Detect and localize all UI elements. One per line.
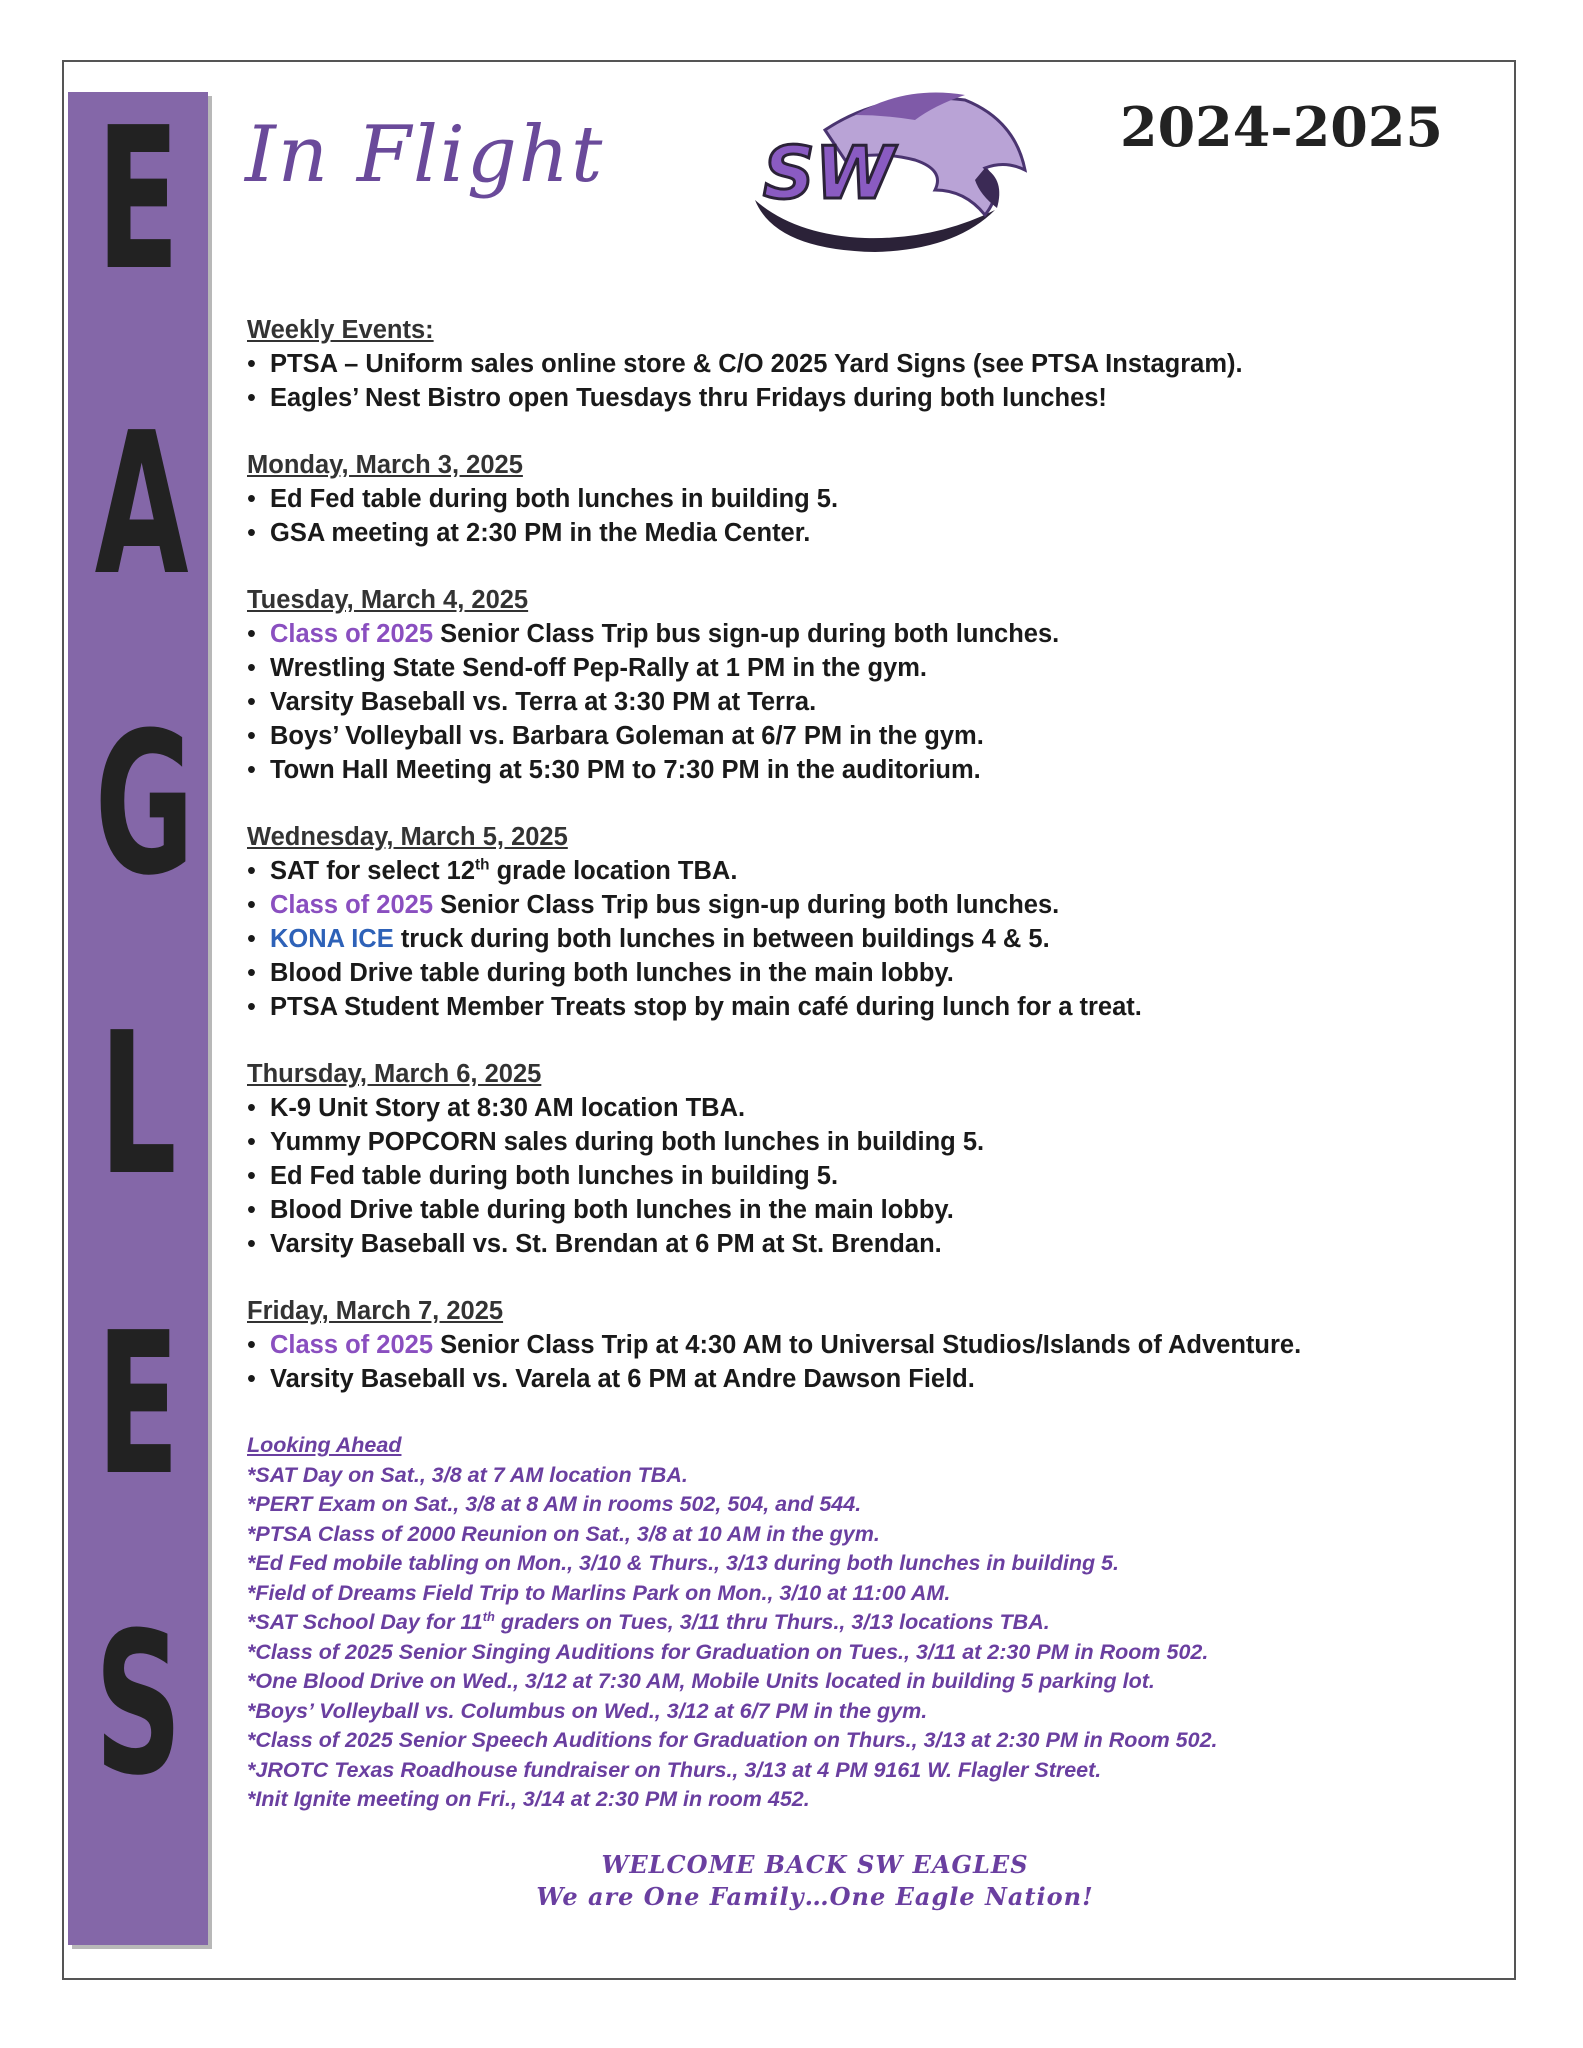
- section-friday: [247, 1294, 1487, 1396]
- section-heading: Wednesday, March 5, 2025: [247, 823, 568, 851]
- list-item: • Ed Fed table during both lunches in building 5.: [247, 482, 1487, 516]
- ahead-item: *Class of 2025 Senior Singing Auditions for Graduation on Tues., 3/11 at 2:30 PM in Room 502.: [247, 1639, 1209, 1664]
- section-thursday: [247, 1057, 1487, 1261]
- list-item: • Blood Drive table during both lunches in the main lobby.: [247, 1193, 1487, 1227]
- welcome-footer: [440, 1849, 1190, 1913]
- ahead-item: *JROTC Texas Roadhouse fundraiser on Thurs., 3/13 at 4 PM 9161 W. Flagler Street.: [247, 1757, 1102, 1782]
- eagles-sidebar: [68, 86, 208, 1945]
- ahead-item: *SAT Day on Sat., 3/8 at 7 AM location TBA.: [247, 1462, 688, 1487]
- welcome-line: WELCOME BACK SW EAGLES: [601, 1850, 1029, 1879]
- ahead-item: *Boys’ Volleyball vs. Columbus on Wed., 3/12 at 6/7 PM in the gym.: [247, 1698, 928, 1723]
- sidebar-letter: G: [94, 691, 195, 919]
- ahead-item: *Field of Dreams Field Trip to Marlins Park on Mon., 3/10 at 11:00 AM.: [247, 1580, 951, 1605]
- list-item: • Varsity Baseball vs. St. Brendan at 6 PM at St. Brendan.: [247, 1227, 1487, 1261]
- list-item: • Wrestling State Send-off Pep-Rally at 1 PM in the gym.: [247, 651, 1487, 685]
- mascot-initials: SW: [763, 131, 895, 215]
- sidebar-letter: A: [94, 391, 189, 619]
- sidebar-letter: S: [94, 1591, 183, 1819]
- class-highlight: Class of 2025: [270, 620, 434, 648]
- list-item: • Eagles’ Nest Bistro open Tuesdays thru Fridays during both lunches!: [247, 381, 1487, 415]
- list-item: • Class of 2025 Senior Class Trip at 4:30 AM to Universal Studios/Islands of Adventure.: [247, 1328, 1487, 1362]
- list-item: • SAT for select 12th grade location TBA.: [247, 854, 1487, 888]
- sidebar-letter: E: [96, 86, 180, 314]
- sidebar-letter: E: [96, 1291, 180, 1519]
- sidebar-letter: L: [99, 991, 177, 1219]
- ahead-item: *SAT School Day for 11th graders on Tues, 3/11 thru Thurs., 3/13 locations TBA.: [247, 1608, 1050, 1634]
- section-wednesday: [247, 820, 1487, 1024]
- list-item: • Varsity Baseball vs. Terra at 3:30 PM at Terra.: [247, 685, 1487, 719]
- ahead-item: *PTSA Class of 2000 Reunion on Sat., 3/8 at 10 AM in the gym.: [247, 1521, 880, 1546]
- list-item: • Ed Fed table during both lunches in building 5.: [247, 1159, 1487, 1193]
- ahead-item: *Init Ignite meeting on Fri., 3/14 at 2:30 PM in room 452.: [247, 1787, 810, 1811]
- school-year: 2024-2025: [1120, 95, 1443, 159]
- in-flight-logo: In Flight: [245, 110, 605, 200]
- list-item: • Yummy POPCORN sales during both lunches in building 5.: [247, 1125, 1487, 1159]
- section-heading: Monday, March 3, 2025: [247, 451, 523, 479]
- list-item: • PTSA – Uniform sales online store & C/O 2025 Yard Signs (see PTSA Instagram).: [247, 347, 1487, 381]
- section-tuesday: [247, 583, 1487, 787]
- list-item: • Blood Drive table during both lunches in the main lobby.: [247, 956, 1487, 990]
- section-heading: Tuesday, March 4, 2025: [247, 586, 529, 614]
- ahead-item: *Class of 2025 Senior Speech Auditions for Graduation on Thurs., 3/13 at 2:30 PM in Room 502.: [247, 1728, 1218, 1752]
- ahead-item: *One Blood Drive on Wed., 3/12 at 7:30 AM, Mobile Units located in building 5 parking lot.: [247, 1669, 1155, 1693]
- ahead-item: *Ed Fed mobile tabling on Mon., 3/10 & Thurs., 3/13 during both lunches in building 5.: [247, 1551, 1119, 1575]
- class-highlight: Class of 2025: [270, 891, 434, 919]
- list-item: • K-9 Unit Story at 8:30 AM location TBA.: [247, 1091, 1487, 1125]
- class-highlight: Class of 2025: [270, 1331, 434, 1359]
- section-monday: [247, 448, 1487, 550]
- list-item: • Varsity Baseball vs. Varela at 6 PM at Andre Dawson Field.: [247, 1362, 1487, 1396]
- motto-line: We are One Family…One Eagle Nation!: [536, 1882, 1094, 1911]
- section-heading: Weekly Events:: [247, 316, 434, 344]
- events-list: [247, 313, 1487, 1429]
- list-item: • PTSA Student Member Treats stop by main café during lunch for a treat.: [247, 990, 1487, 1024]
- looking-ahead-heading: Looking Ahead: [247, 1433, 402, 1457]
- list-item: • Town Hall Meeting at 5:30 PM to 7:30 PM in the auditorium.: [247, 753, 1487, 787]
- section-heading: Friday, March 7, 2025: [247, 1297, 504, 1325]
- section-weekly: [247, 313, 1487, 415]
- kona-ice-highlight: KONA ICE: [270, 925, 394, 953]
- list-item: • Class of 2025 Senior Class Trip bus sign-up during both lunches.: [247, 617, 1487, 651]
- list-item: • Class of 2025 Senior Class Trip bus sign-up during both lunches.: [247, 888, 1487, 922]
- list-item: • KONA ICE truck during both lunches in between buildings 4 & 5.: [247, 922, 1487, 956]
- eagle-mascot-logo: [735, 90, 1035, 260]
- list-item: • Boys’ Volleyball vs. Barbara Goleman at 6/7 PM in the gym.: [247, 719, 1487, 753]
- ahead-item: *PERT Exam on Sat., 3/8 at 8 AM in rooms 502, 504, and 544.: [247, 1492, 862, 1516]
- looking-ahead: [247, 1431, 1487, 1815]
- list-item: • GSA meeting at 2:30 PM in the Media Center.: [247, 516, 1487, 550]
- section-heading: Thursday, March 6, 2025: [247, 1060, 542, 1088]
